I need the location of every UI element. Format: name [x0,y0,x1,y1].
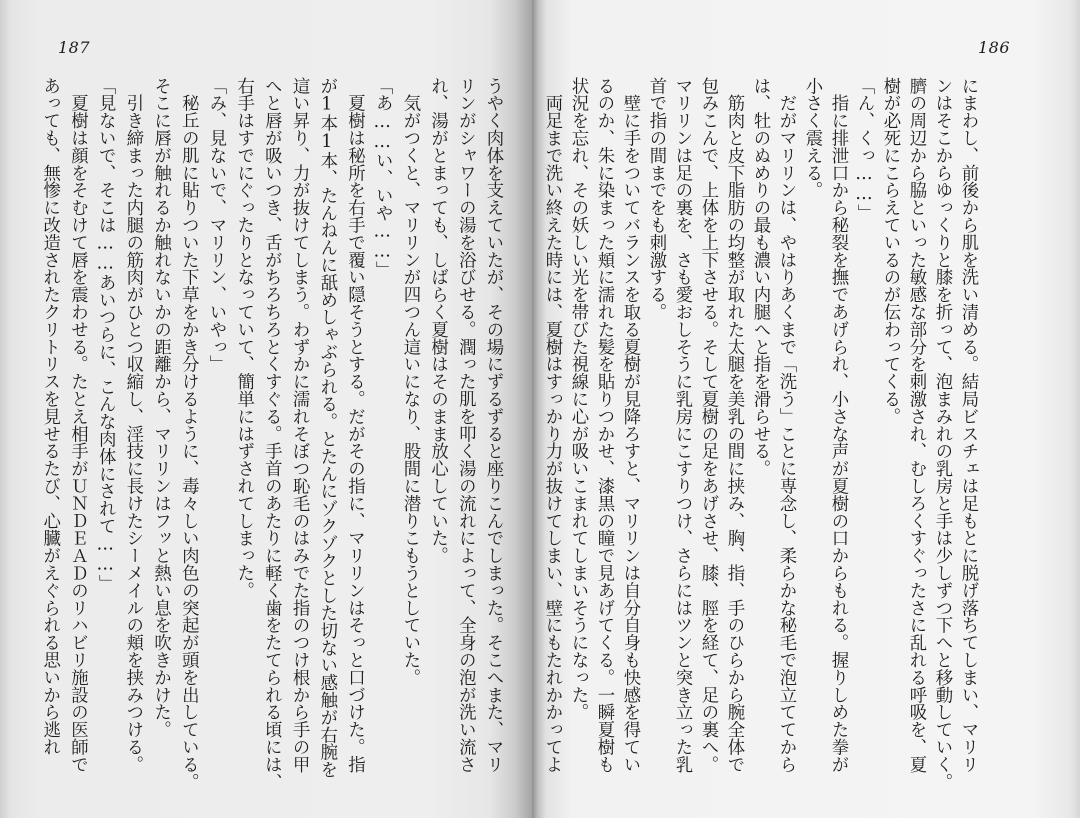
text-line: 這い昇り、力が抜けてしまう。わずかに濡れそぼつ恥毛のはみでた指のつけ根から手の甲 [289,77,310,773]
text-line: うやく肉体を支えていたが、その場にずるずると座りこんでしまった。そこへまた、マリ [483,77,503,773]
text-line: 包みこんで、上体を上下させる。そして夏樹の足をあげさせ、膝、脛を経て、足の裏へ。 [698,77,718,773]
body-text-block [35,77,506,801]
page-number: 187 [58,38,91,57]
text-line: 両足まで洗い終えた時には、夏樹はすっかり力が抜けてしまい、壁にもたれかかってよ [542,77,562,773]
text-line: 臍の周辺から脇といった敏感な部分を刺激され、むしろくすぐったさに乱れる呼吸を、夏 [906,77,926,773]
text-line: そこに唇が触れるか触れないかの距離から、マリリンはフッと熱い息を吹きかけた。 [150,77,171,739]
text-line: 秘丘の肌に貼りついた下草をかき分けるように、毒々しい肉色の突起が頭を出している。 [178,77,199,791]
text-line: 首で指の間までをも刺激する。 [646,77,666,321]
text-line: 夏樹は秘所を右手で覆い隠そうとする。だがその指に、マリリンはそっと口づけた。指 [344,77,365,773]
text-line: リンがシャワーの湯を浴びせる。潤った肌を叩く湯の流れによって、全身の泡が洗い流さ [455,77,476,773]
text-line: 夏樹は顔をそむけて唇を震わせる。たとえ相手がＵＮＤＥＡＤのリハビリ施設の医師で [67,77,88,773]
text-line: 「見ないで、そこは……あいつらに、こんな肉体にされて……」 [95,77,116,592]
right-page [532,0,1080,818]
body-text-block [539,77,981,801]
text-line: は、牡のぬめりの最も濃い内腿へと指を滑らせる。 [750,77,770,478]
text-line: 「み、見ないで、マリリン、いやっ」 [205,77,226,373]
page-number: 186 [978,38,1011,57]
left-page [0,0,532,818]
text-line: 引き締まった内腿の筋肉がひとつ収縮し、淫技に長けたシーメイルの頬を挟みつける。 [122,77,143,773]
text-line: マリリンは足の裏を、さも愛おしそうに乳房にこすりつけ、さらにはツンと突き立った乳 [672,77,692,773]
text-line: にまわし、前後から肌を洗い清める。結局ビスチェは足もとに脱げ落ちてしまい、マリリ [958,77,978,773]
text-line: ンはそこからゆっくりと膝を折って、泡まみれの乳房と手は少しずつ下へと移動していく。 [932,77,952,791]
text-line: あっても、無惨に改造されたクリトリスを見せるたび、心臓がえぐられる思いから逃れ [39,77,60,756]
text-line: 筋肉と皮下脂肪の均整が取れた太腿を美乳の間に挟み、胸、指、手のひらから腕全体で [724,77,744,773]
text-line: 樹が必死にこらえているのが伝わってくる。 [880,77,900,425]
text-line: 「ん、くっ……」 [854,77,874,222]
text-line: 指に排泄口から秘裂を撫であげられ、小さな声が夏樹の口からもれる。握りしめた拳が [828,77,848,773]
text-line: 小さく震える。 [802,77,822,199]
text-line: へと唇が吸いつき、舌がちろちろとくすぐる。手首のあたりに軽く歯をたてられる頃には、 [261,77,282,791]
text-line: 右手はすでにぐったりとなっていて、簡単にはずされてしまった。 [233,77,254,599]
text-line: 「あ……い、いや……」 [372,77,393,279]
text-line: るのか、朱に染まった頬に濡れた髪を貼りつかせ、漆黒の瞳で見あげてくる。一瞬夏樹も [594,77,614,773]
text-line: れ、湯がとまっても、しばらく夏樹はそのまま放心していた。 [427,77,448,565]
text-line: だがマリリンは、やはりあくまで「洗う」ことに専念し、柔らかな秘毛で泡立ててから [776,77,796,773]
text-line: 壁に手をついてバランスを取る夏樹が見降ろすと、マリリンは自分自身も快感を得てい [620,77,640,773]
text-line: 状況を忘れ、その妖しい光を帯びた視線に心が吸いこまれてしまいそうになった。 [568,77,588,721]
text-line: が1本1本、たんねんに舐めしゃぶられる。とたんにゾクゾクとした切ない感触が右腕を [316,77,337,779]
text-line: 気がつくと、マリリンが四つん這いになり、股間に潜りこもうとしていた。 [399,77,420,686]
